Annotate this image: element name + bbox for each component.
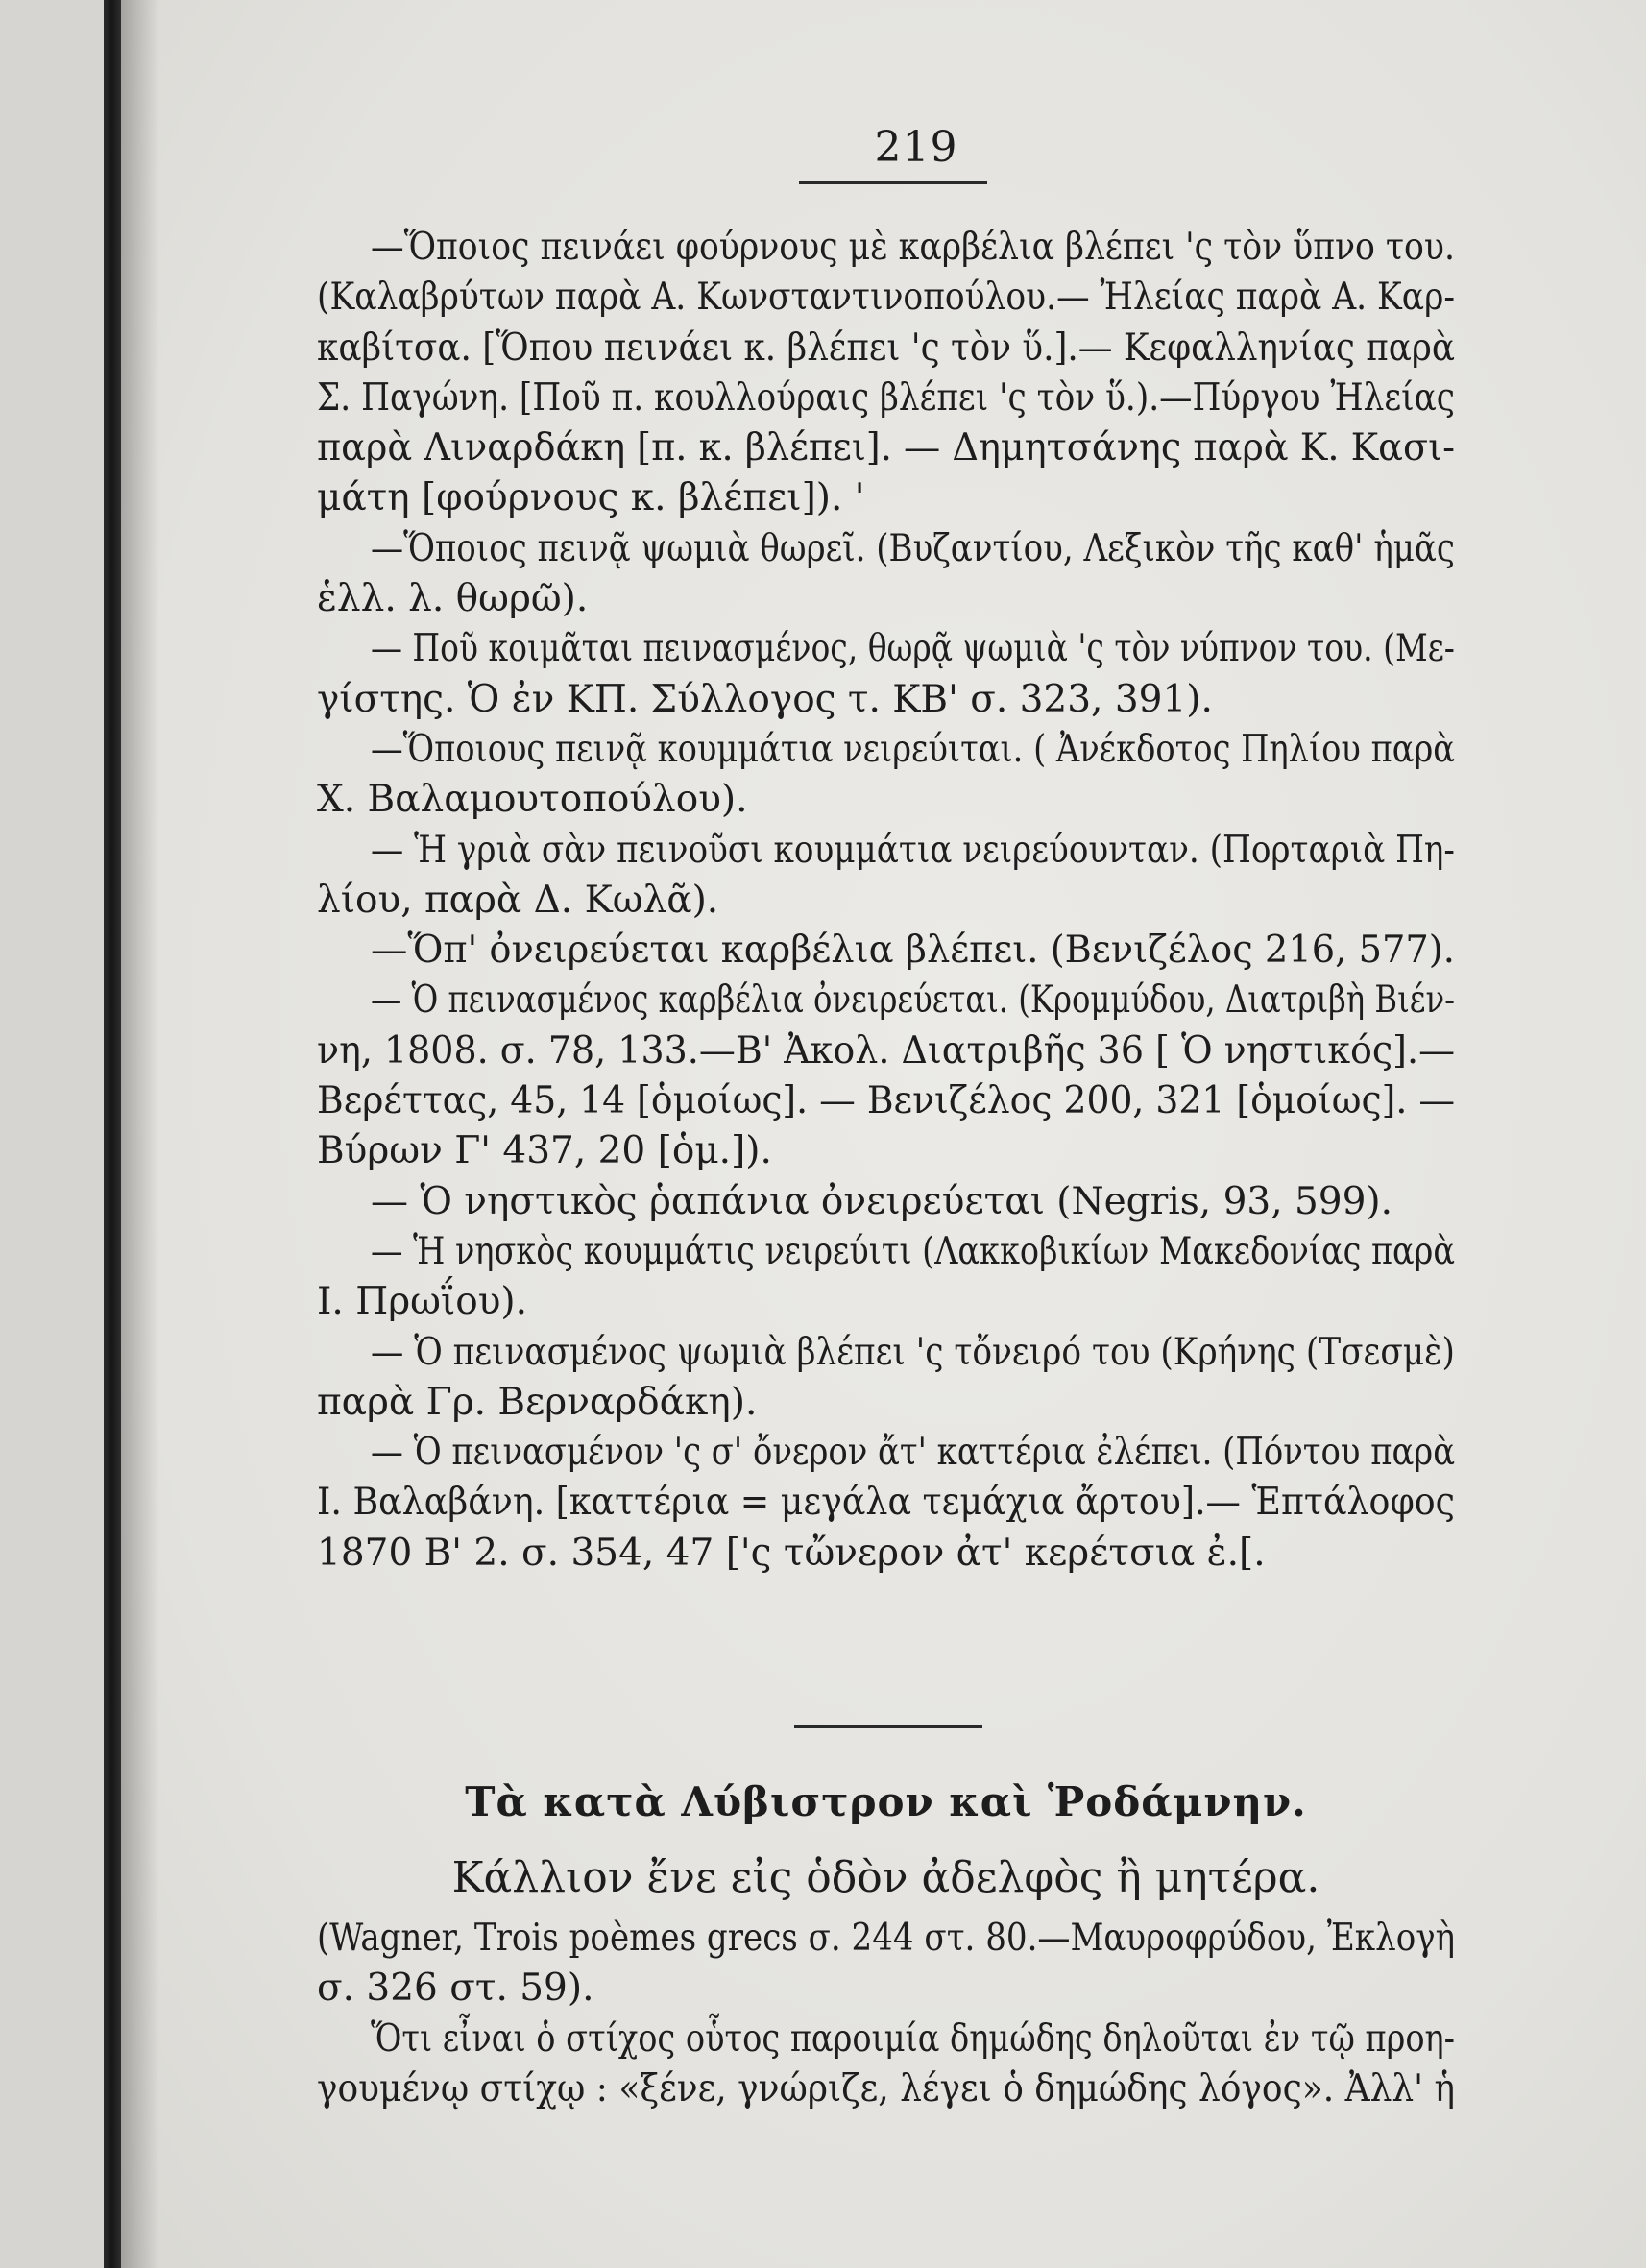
text-line: [317, 1076, 1455, 1126]
text-line: [317, 1126, 1455, 1176]
text-line-content: — Ὁ πεινασμένος ψωμιὰ βλέπει 'ς τὄνειρό του (Κρήνης (Τσεσμὲ): [371, 1330, 1455, 1374]
entry: [317, 1177, 1455, 1227]
entry: [317, 223, 1455, 524]
text-line-content: λίου, παρὰ Δ. Κωλᾶ).: [317, 878, 719, 922]
entry: [317, 1328, 1455, 1429]
text-line: [317, 473, 1455, 523]
entry: [317, 524, 1455, 625]
text-line-content: σ. 326 στ. 59).: [317, 1966, 594, 2011]
text-line-content: Ι. Πρωΐου).: [317, 1280, 528, 1324]
binding-shadow: [121, 0, 159, 2268]
text-line-content: Ὅτι εἶναι ὁ στίχος οὗτος παροιμία δημώδης δηλοῦται ἐν τῷ προη-: [371, 2016, 1456, 2061]
text-line: [317, 1428, 1455, 1478]
text-line-content: παρὰ Γρ. Βερναρδάκη).: [317, 1380, 758, 1424]
entry: [317, 624, 1455, 725]
text-line: [317, 1529, 1455, 1579]
text-line: [317, 273, 1455, 323]
entry: [317, 725, 1455, 826]
entry: [317, 1428, 1455, 1579]
proverb-entries: [317, 223, 1455, 1579]
text-line-content: —Ὅποιος πεινᾷ ψωμιὰ θωρεῖ. (Βυζαντίου, Λεξικὸν τῆς καθ' ἡμᾶς: [371, 526, 1455, 570]
text-line-content: —Ὅποιος πεινάει φούρνους μὲ καρβέλια βλέπει 'ς τὸν ὕπνο του.: [371, 226, 1455, 269]
text-line-content: γουμένῳ στίχῳ : «ξένε, γνώριζε, λέγει ὁ δημώδης λόγος». Ἀλλ' ἡ: [317, 2066, 1456, 2111]
text-line: [317, 2015, 1455, 2064]
text-line: [317, 1227, 1455, 1277]
section-divider: [794, 1725, 982, 1728]
text-line-content: μάτη [φούρνους κ. βλέπει]). ': [317, 476, 865, 520]
text-line-content: Βερέττας, 45, 14 [ὁμοίως]. — Βενιζέλος 200, 321 [ὁμοίως]. —: [317, 1079, 1456, 1123]
text-line-content: —Ὅπ' ὀνειρεύεται καρβέλια βλέπει. (Βενιζέλος 216, 577).: [371, 929, 1455, 973]
text-line: [317, 826, 1455, 876]
page-number-rule: [799, 181, 987, 184]
verse-line: Κάλλιον ἔνε εἰς ὁδὸν ἀδελφὸς ἢ μητέρα.: [451, 1853, 1320, 1902]
text-line: [317, 524, 1455, 574]
text-line: [317, 926, 1455, 976]
entry: [317, 826, 1455, 927]
page-number: 219: [874, 123, 958, 172]
text-line: [317, 1478, 1455, 1528]
text-line: [317, 1328, 1455, 1378]
text-line: [317, 574, 1455, 624]
text-line: [317, 725, 1455, 775]
text-line: [317, 1026, 1455, 1076]
text-line-content: Ι. Βαλαβάνη. [καττέρια = μεγάλα τεμάχια ἄρτου].— Ἑπτάλοφος: [317, 1481, 1456, 1525]
book-binding-edge: [104, 0, 121, 2268]
text-line: [317, 876, 1455, 926]
text-line-content: — Ἡ νησκὸς κουμμάτις νειρεύιτι (Λακκοβικίων Μακεδονίας παρὰ: [371, 1229, 1455, 1273]
text-line: [317, 1378, 1455, 1428]
text-line-content: νη, 1808. σ. 78, 133.—Β' Ἀκολ. Διατριβῆς 36 [ Ὁ νηστικός].—: [317, 1028, 1456, 1073]
text-line-content: — Ἡ γριὰ σὰν πεινοῦσι κουμμάτια νειρεύουνταν. (Πορταριὰ Πη-: [371, 828, 1456, 872]
section-title: Τὰ κατὰ Λύβιστρον καὶ Ῥοδάμνην.: [465, 1778, 1307, 1825]
text-line-content: —Ὅποιους πεινᾷ κουμμάτια νειρεύιται. ( Ἀνέκδοτος Πηλίου παρὰ: [371, 727, 1455, 771]
text-line-content: γίστης. Ὁ ἐν ΚΠ. Σύλλογος τ. ΚΒ' σ. 323, 391).: [317, 677, 1213, 721]
section-commentary: [317, 1914, 1455, 2114]
text-line: [317, 1277, 1455, 1327]
text-line: [317, 324, 1455, 374]
text-line: [317, 423, 1455, 473]
text-line: [317, 374, 1455, 423]
text-line-content: Βύρων Γ' 437, 20 [ὁμ.]).: [317, 1129, 772, 1173]
text-line-content: παρὰ Λιναρδάκη [π. κ. βλέπει]. — Δημητσάνης παρὰ Κ. Κασι-: [317, 426, 1455, 470]
text-line: [317, 976, 1455, 1025]
entry: [317, 976, 1455, 1176]
text-line-content: 1870 Β' 2. σ. 354, 47 ['ς τὤνερον ἀτ' κερέτσια ἐ.[.: [317, 1531, 1266, 1575]
entry: [317, 926, 1455, 976]
scan-left-margin: [0, 0, 104, 2268]
text-line: [317, 675, 1455, 725]
text-line: [317, 1177, 1455, 1227]
text-line-content: — Ὁ πεινασμένον 'ς σ' ὄνερον ἄτ' καττέρια ἐλέπει. (Πόντου παρὰ: [371, 1431, 1456, 1475]
text-line: [317, 775, 1455, 825]
entry: [317, 1227, 1455, 1328]
text-line-content: Σ. Παγώνη. [Ποῦ π. κουλλούραις βλέπει 'ς τὸν ὕ.).—Πύργου Ἠλείας: [317, 375, 1456, 420]
text-line-content: Χ. Βαλαμουτοπούλου).: [317, 778, 748, 822]
text-line: [317, 1914, 1455, 1964]
text-line: [317, 223, 1455, 273]
text-line-content: καβίτσα. [Ὅπου πεινάει κ. βλέπει 'ς τὸν ὕ.].— Κεφαλληνίας παρὰ: [317, 326, 1456, 370]
text-line: [317, 624, 1455, 674]
text-line-content: — Ὁ νηστικὸς ῥαπάνια ὀνειρεύεται (Negris, 93, 599).: [371, 1179, 1393, 1223]
text-line-content: — Ποῦ κοιμᾶται πεινασμένος, θωρᾷ ψωμιὰ 'ς τὸν νύπνον του. (Με-: [371, 627, 1455, 671]
text-line: [317, 2064, 1455, 2114]
text-line-content: — Ὁ πεινασμένος καρβέλια ὀνειρεύεται. (Κρομμύδου, Διατριβὴ Βιέν-: [371, 978, 1456, 1023]
text-line: [317, 1964, 1455, 2014]
text-line-content: (Καλαβρύτων παρὰ Α. Κωνσταντινοπούλου.— Ἠλείας παρὰ Α. Καρ-: [317, 276, 1455, 320]
text-line-content: ἑλλ. λ. θωρῶ).: [317, 577, 589, 621]
text-line-content: (Wagner, Trois poèmes grecs σ. 244 στ. 80.—Μαυροφρύδου, Ἐκλογὴ: [317, 1917, 1456, 1960]
